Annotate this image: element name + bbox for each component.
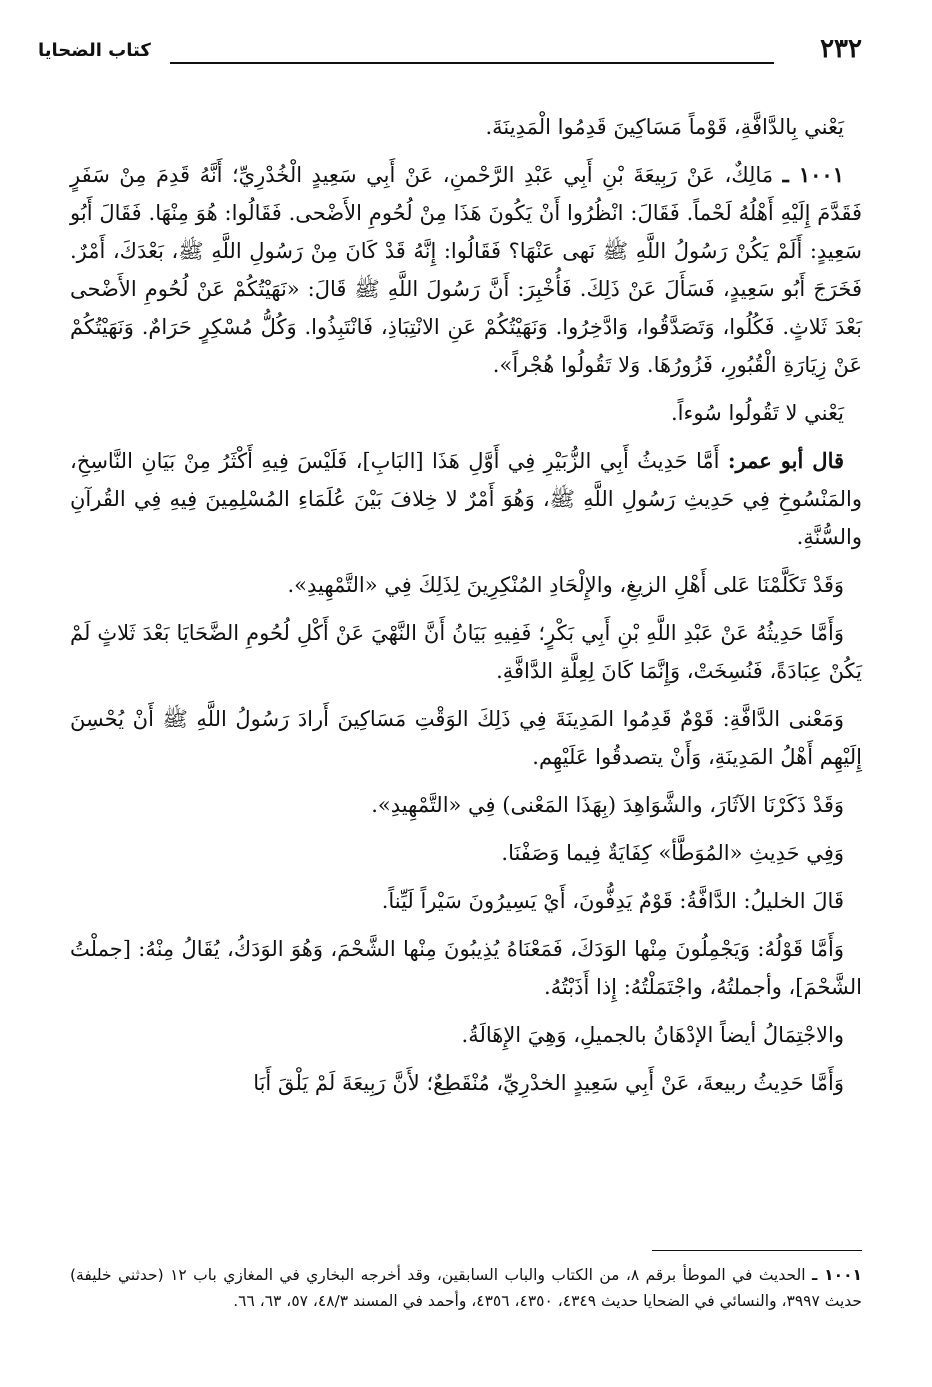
hadith-number: ١٠٠١ ـ (782, 162, 844, 187)
paragraph (70, 834, 862, 872)
hadith-text: مَالِكٌ، عَنْ رَبِيعَةَ بْنِ أَبِي عَبْدِ الرَّحْمنِ، عَنْ أَبِي سَعِيدٍ الْخُدْرِيِّ؛ أَنَّهُ قَدِمَ مِنْ سَفَرٍ فَقَدَّمَ إِلَيْهِ أَهْلُهُ لَحْماً. فَقَالَ: انْظُرُوا أَنْ يَكُونَ هَذَا مِنْ لُحُومِ الأَضْحى. فَقَالُوا: هُوَ مِنْهَا. فَقَالَ أَبُو سَعِيدٍ: أَلَمْ يَكُنْ رَسُولُ اللَّهِ ﷺ نَهى عَنْهَا؟ فَقَالُوا: إِنَّهُ قَدْ كَانَ مِنْ رَسُولِ اللَّهِ ﷺ، بَعْدَكَ، أَمْرٌ. فَخَرَجَ أَبُو سَعِيدٍ، فَسَأَلَ عَنْ ذَلِكَ. فَأُخْبِرَ: أَنَّ رَسُولَ اللَّهِ ﷺ قَالَ: «نَهَيْتُكُمْ عَنْ لُحُومِ الأَضْحى بَعْدَ ثَلاثٍ. فَكُلُوا، وَتَصَدَّقُوا، وَادَّخِرُوا. وَنَهَيْتُكُمْ عَنِ الانْتِبَاذِ، فَانْتَبِذُوا. وَكُلُّ مُسْكِرٍ حَرَامٌ. وَنَهَيْتُكُمْ عَنْ زِيَارَةِ الْقُبُورِ، فَزُورُهَا. وَلا تَقُولُوا هُجْراً». (70, 163, 862, 377)
hadith-paragraph (70, 156, 862, 384)
main-text (70, 108, 862, 1112)
paragraph-text: قَالَ الخليلُ: الدَّافَّةُ: قَوْمٌ يَدِفُّونَ، أَيْ يَسِيرُونَ سَيْراً لَيِّناً. (381, 889, 844, 913)
paragraph (70, 930, 862, 1006)
paragraph-text: وَأَمَّا قَوْلُهُ: وَيَجْمِلُونَ مِنْها الوَدَكَ، فَمَعْنَاهُ يُذِيبُونَ مِنْها الشَّحْمَ، وَهُوَ الوَدَكُ، يُقَالُ مِنْهُ: [جملْتُ الشَّحْمَ]، وأجملتُهُ، واجْتَمَلْتُهُ: إِذا أَذَبْتُهُ. (70, 937, 862, 999)
paragraph (70, 394, 862, 432)
footnote-text: الحديث في الموطأ برقم ٨، من الكتاب والباب السابقين، وقد أخرجه البخاري في المغازي باب ١٢ (حدثني خليفة) حديث ٣٩٩٧، والنسائي في الضحايا حديث ٤٣٤٩، ٤٣٥٠، ٤٣٥٦، وأحمد في المسند ٤٨/٣، ٥٧، ٦٣، ٦٦. (70, 1266, 862, 1310)
book-title: كتاب الضحايا (38, 40, 151, 61)
paragraph-text: وَفِي حَدِيثِ «المُوَطَّأ» كِفَايَةٌ فِيما وَصَفْنَا. (501, 841, 844, 865)
paragraph-text: وَمَعْنى الدَّافَّةِ: قَوْمٌ قَدِمُوا المَدِينَةَ فِي ذَلِكَ الوَقْتِ مَسَاكِينَ أَرادَ رَسُولُ اللَّهِ ﷺ أَنْ يُحْسِنَ إِلَيْهِم أَهْلُ المَدِينَةِ، وَأَنْ يتصدقُوا عَلَيْهِم. (70, 707, 862, 769)
paragraph-text: وَأَمَّا حَدِيثُ ربيعةَ، عَنْ أَبِي سَعِيدٍ الخدْرِيِّ، مُنْقَطِعٌ؛ لأَنَّ رَبِيعَةَ لَمْ يَلْقَ أَبَا (253, 1071, 844, 1095)
paragraph (70, 1016, 862, 1054)
paragraph-text: وَقَدْ تَكَلَّمْنَا عَلى أَهْلِ الزيغِ، والإِلْحَادِ المُنْكِرِينَ لِذَلِكَ فِي «التَّمْهِيدِ». (287, 573, 844, 597)
footnote (70, 1262, 862, 1314)
paragraph (70, 614, 862, 690)
paragraph-text: أَمَّا حَدِيثُ أَبِي الزُّبَيْرِ فِي أَوَّلِ هَذَا [البَابِ]، فَلَيْسَ فِيهِ أَكْثَرُ مِنْ بَيَانِ النَّاسِخِ، والمَنْسُوخِ فِي حَدِيثِ رَسُولِ اللَّهِ ﷺ، وَهُوَ أَمْرٌ لا خِلافَ بَيْنَ عُلَمَاءِ المُسْلِمِينَ فِيهِ فِي القُرآنِ والسُّنَّةِ. (70, 449, 862, 549)
page-number: ٢٣٢ (820, 34, 862, 64)
speaker-label: قال أبو عمر: (727, 448, 845, 473)
paragraph (70, 566, 862, 604)
footnote-number: ١٠٠١ ـ (811, 1266, 862, 1284)
page-header (38, 30, 862, 70)
paragraph-text: وَقَدْ ذَكَرْنَا الآثَارَ، والشَّوَاهِدَ (بِهَذَا المَعْنى) فِي «التَّمْهِيدِ». (371, 793, 844, 817)
paragraph (70, 786, 862, 824)
footnote-rule (652, 1250, 862, 1251)
paragraph (70, 1064, 862, 1102)
paragraph-text: وَأَمَّا حَدِيثُهُ عَنْ عَبْدِ اللَّهِ بْنِ أَبِي بَكْرٍ؛ فَفِيهِ بَيَانُ أَنَّ النَّهْيَ عَنْ أَكْلِ لُحُومِ الضَّحَايَا بَعْدَ ثَلاثٍ لَمْ يَكُنْ عِبَادَةً، فَنُسِخَتْ، وَإِنَّمَا كَانَ لِعِلَّةِ الدَّافَّةِ. (70, 621, 862, 683)
header-rule (170, 62, 774, 64)
paragraph-text: يَعْني لا تَقُولُوا سُوءاً. (670, 401, 844, 425)
paragraph-text: والاجْتِمَالُ أيضاً الإدْهَانُ بالجميلِ، وَهِيَ الإِهَالَةُ. (461, 1023, 844, 1047)
paragraph (70, 700, 862, 776)
paragraph (70, 882, 862, 920)
paragraph-text: يَعْني بِالدَّافَّةِ، قَوْماً مَسَاكِينَ قَدِمُوا الْمَدِينَةَ. (485, 115, 844, 139)
commentary-paragraph (70, 442, 862, 556)
paragraph (70, 108, 862, 146)
